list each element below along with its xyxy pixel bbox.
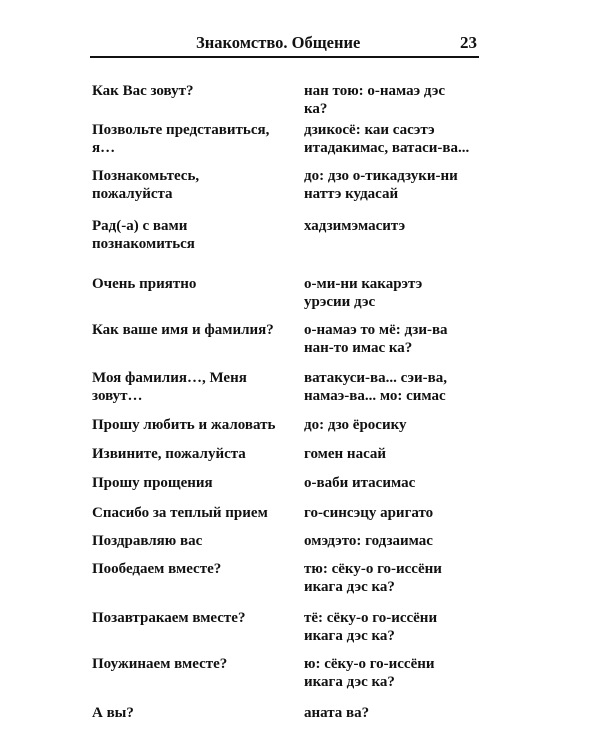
- japanese-transliteration: [304, 704, 504, 722]
- russian-phrase-line: Поздравляю вас: [92, 533, 203, 549]
- russian-phrase-line: Как ваше имя и фамилия?: [92, 322, 274, 338]
- japanese-transliteration-line: го-синсэцу аригато: [304, 505, 434, 521]
- japanese-transliteration: [304, 82, 504, 118]
- russian-phrase-line: Прошу прощения: [92, 475, 213, 491]
- japanese-transliteration: [304, 369, 504, 405]
- page-number: 23: [460, 33, 477, 52]
- japanese-transliteration: [304, 504, 504, 522]
- russian-phrase-line: пожалуйста: [92, 186, 173, 202]
- japanese-transliteration: [304, 416, 504, 434]
- japanese-transliteration-line: икага дэс ка?: [304, 674, 395, 690]
- japanese-transliteration: [304, 655, 504, 691]
- russian-phrase-line: А вы?: [92, 705, 134, 721]
- japanese-transliteration: [304, 217, 504, 235]
- japanese-transliteration-line: нан тою: о-намаэ дэс: [304, 83, 445, 99]
- russian-phrase-line: зовут…: [92, 388, 143, 404]
- russian-phrase-line: Поужинаем вместе?: [92, 656, 228, 672]
- japanese-transliteration-line: тю: сёку-о го-иссёни: [304, 561, 442, 577]
- japanese-transliteration: [304, 474, 504, 492]
- japanese-transliteration-line: о-намаэ то мё: дзи-ва: [304, 322, 448, 338]
- japanese-transliteration: [304, 167, 504, 203]
- japanese-transliteration-line: ю: сёку-о го-иссёни: [304, 656, 435, 672]
- russian-phrase: [92, 504, 297, 522]
- russian-phrase: [92, 560, 297, 578]
- russian-phrase-line: Моя фамилия…, Меня: [92, 370, 247, 386]
- russian-phrase-line: Позавтракаем вместе?: [92, 610, 246, 626]
- japanese-transliteration: [304, 609, 504, 645]
- japanese-transliteration: [304, 445, 504, 463]
- japanese-transliteration-line: тё: сёку-о го-иссёни: [304, 610, 438, 626]
- japanese-transliteration-line: хадзимэмаситэ: [304, 218, 406, 234]
- japanese-transliteration-line: дзикосё: каи сасэтэ: [304, 122, 435, 138]
- japanese-transliteration-line: омэдэто: годзаимас: [304, 533, 433, 549]
- russian-phrase: [92, 704, 297, 722]
- header-rule: [90, 56, 479, 58]
- russian-phrase-line: Позвольте представиться,: [92, 122, 270, 138]
- japanese-transliteration-line: о-ми-ни какарэтэ: [304, 276, 423, 292]
- russian-phrase: [92, 369, 297, 405]
- japanese-transliteration-line: ка?: [304, 101, 328, 117]
- japanese-transliteration: [304, 275, 504, 311]
- russian-phrase-line: Очень приятно: [92, 276, 197, 292]
- russian-phrase: [92, 532, 297, 550]
- japanese-transliteration-line: до: дзо о-тикадзуки-ни: [304, 168, 458, 184]
- japanese-transliteration-line: ватакуси-ва... сэи-ва,: [304, 370, 447, 386]
- russian-phrase-line: Рад(-а) с вами: [92, 218, 188, 234]
- japanese-transliteration-line: наттэ кудасай: [304, 186, 399, 202]
- russian-phrase: [92, 82, 297, 100]
- japanese-transliteration: [304, 121, 504, 157]
- japanese-transliteration-line: гомен насай: [304, 446, 387, 462]
- russian-phrase: [92, 275, 297, 293]
- japanese-transliteration: [304, 560, 504, 596]
- russian-phrase: [92, 474, 297, 492]
- japanese-transliteration: [304, 532, 504, 550]
- russian-phrase-line: Прошу любить и жаловать: [92, 417, 276, 433]
- japanese-transliteration-line: намаэ-ва... мо: симас: [304, 388, 446, 404]
- japanese-transliteration-line: до: дзо ёросику: [304, 417, 407, 433]
- japanese-transliteration-line: аната ва?: [304, 705, 370, 721]
- russian-phrase: [92, 655, 297, 673]
- russian-phrase: [92, 321, 297, 339]
- russian-phrase-line: я…: [92, 140, 116, 156]
- running-header-title: Знакомство. Общение: [196, 33, 361, 52]
- japanese-transliteration-line: икага дэс ка?: [304, 579, 395, 595]
- russian-phrase: [92, 121, 297, 157]
- russian-phrase: [92, 217, 297, 253]
- russian-phrase-line: Извините, пожалуйста: [92, 446, 246, 462]
- japanese-transliteration-line: урэсии дэс: [304, 294, 376, 310]
- russian-phrase-line: познакомиться: [92, 236, 195, 252]
- russian-phrase: [92, 445, 297, 463]
- japanese-transliteration-line: о-ваби итасимас: [304, 475, 416, 491]
- russian-phrase-line: Как Вас зовут?: [92, 83, 194, 99]
- russian-phrase-line: Спасибо за теплый прием: [92, 505, 268, 521]
- russian-phrase: [92, 416, 297, 434]
- russian-phrase: [92, 167, 297, 203]
- japanese-transliteration-line: нан-то имас ка?: [304, 340, 413, 356]
- russian-phrase-line: Познакомьтесь,: [92, 168, 200, 184]
- japanese-transliteration-line: итадакимас, ватаси-ва...: [304, 140, 470, 156]
- japanese-transliteration-line: икага дэс ка?: [304, 628, 395, 644]
- japanese-transliteration: [304, 321, 504, 357]
- russian-phrase-line: Пообедаем вместе?: [92, 561, 222, 577]
- russian-phrase: [92, 609, 297, 627]
